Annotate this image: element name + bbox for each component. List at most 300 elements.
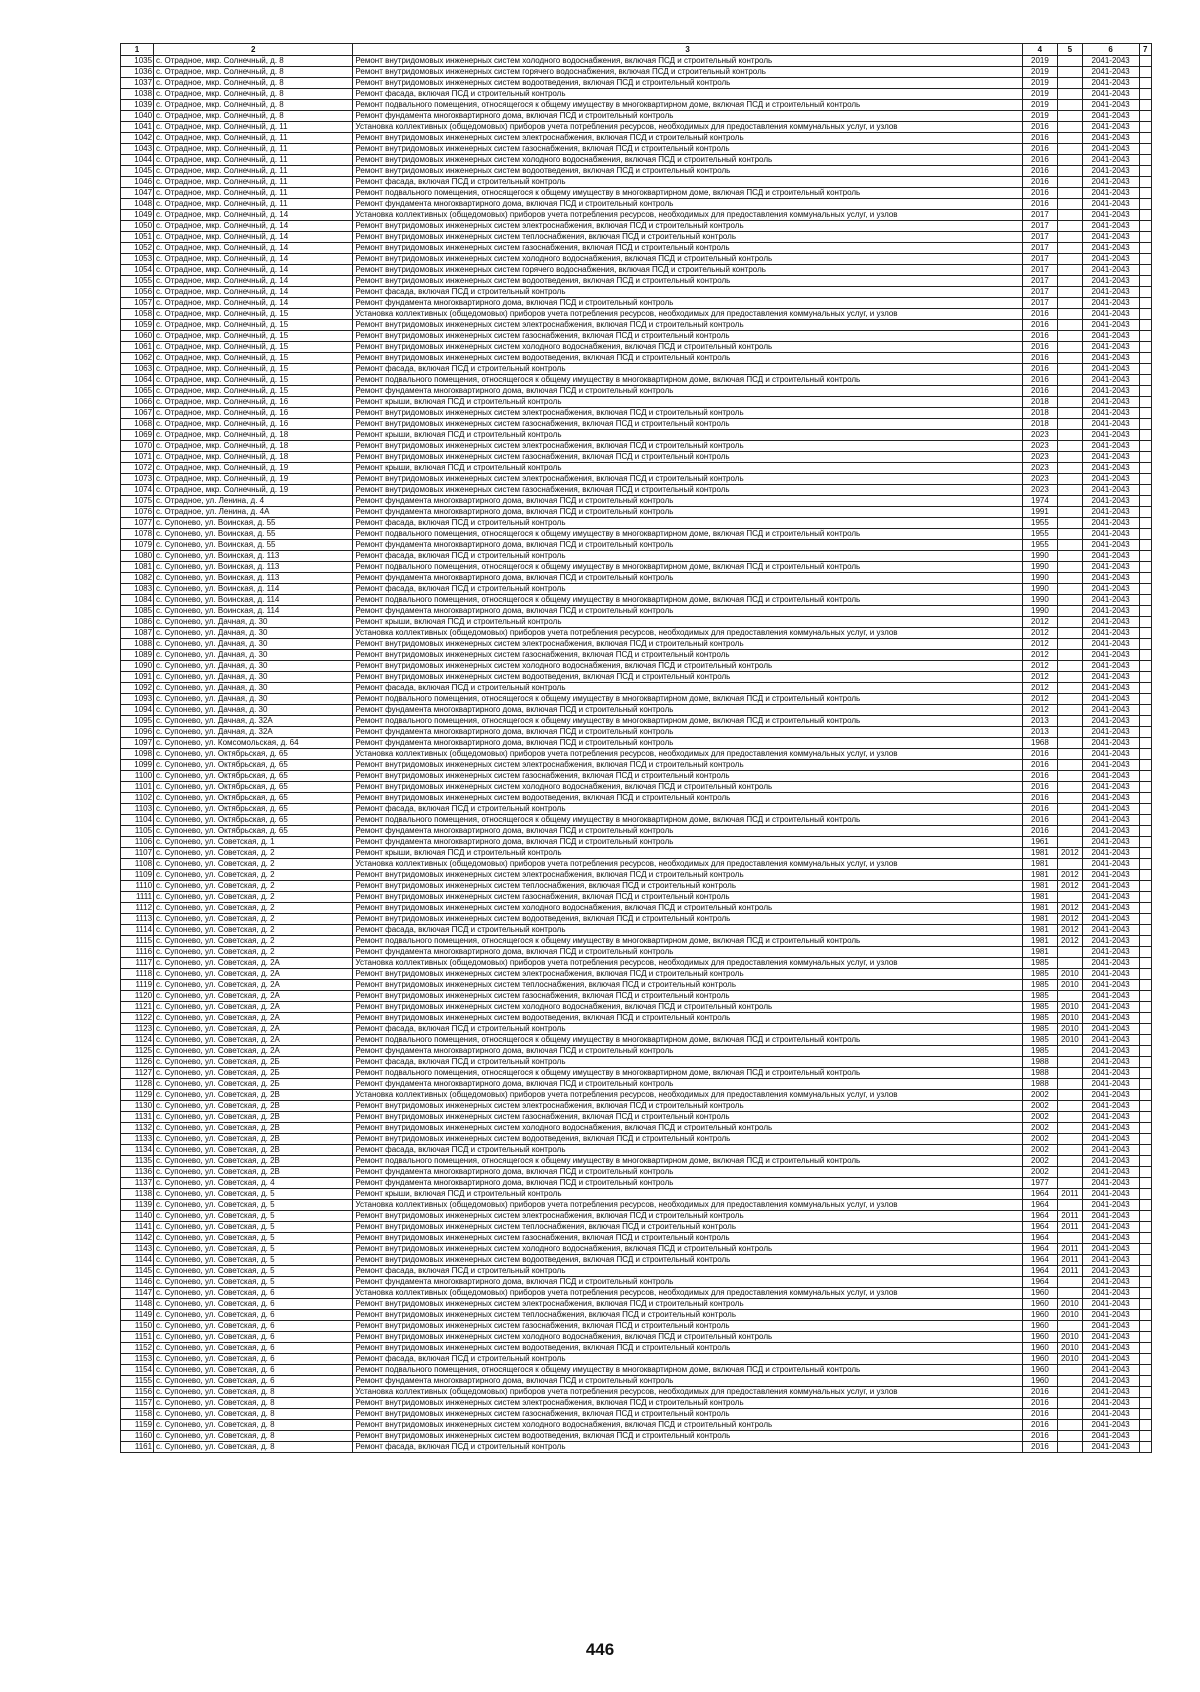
cell-address: с. Супонево, ул. Октябрьская, д. 65 xyxy=(154,826,353,837)
cell-address: с. Супонево, ул. Воинская, д. 55 xyxy=(154,529,353,540)
table-row xyxy=(121,903,1152,914)
cell-planned-period: 2041-2043 xyxy=(1082,397,1139,408)
cell-note xyxy=(1139,309,1151,320)
cell-work-type: Ремонт подвального помещения, относящегося к общему имуществу в многоквартирном доме, включая ПСД и строительный контроль xyxy=(353,1365,1022,1376)
cell-note xyxy=(1139,1387,1151,1398)
cell-year-last-repair xyxy=(1057,1178,1082,1189)
cell-address: с. Супонево, ул. Советская, д. 2А xyxy=(154,980,353,991)
cell-year-last-repair xyxy=(1057,111,1082,122)
table-row xyxy=(121,848,1152,859)
cell-address: с. Супонево, ул. Советская, д. 8 xyxy=(154,1420,353,1431)
cell-year-last-repair xyxy=(1057,430,1082,441)
cell-planned-period: 2041-2043 xyxy=(1082,694,1139,705)
cell-year-last-repair xyxy=(1057,78,1082,89)
cell-work-type: Ремонт внутридомовых инженерных систем водоотведения, включая ПСД и строительный контроль xyxy=(353,78,1022,89)
cell-year-last-repair: 2010 xyxy=(1057,1002,1082,1013)
cell-note xyxy=(1139,463,1151,474)
cell-address: с. Супонево, ул. Советская, д. 2 xyxy=(154,859,353,870)
cell-year-last-repair xyxy=(1057,683,1082,694)
cell-row-number: 1057 xyxy=(121,298,154,309)
table-row xyxy=(121,1442,1152,1453)
cell-year-last-repair: 2011 xyxy=(1057,1255,1082,1266)
cell-address: с. Отрадное, мкр. Солнечный, д. 19 xyxy=(154,463,353,474)
cell-planned-period: 2041-2043 xyxy=(1082,540,1139,551)
cell-note xyxy=(1139,1365,1151,1376)
cell-planned-period: 2041-2043 xyxy=(1082,155,1139,166)
cell-year-built: 2002 xyxy=(1022,1145,1057,1156)
table-row xyxy=(121,254,1152,265)
cell-planned-period: 2041-2043 xyxy=(1082,738,1139,749)
cell-work-type: Ремонт внутридомовых инженерных систем газоснабжения, включая ПСД и строительный контроль xyxy=(353,892,1022,903)
cell-year-built: 2002 xyxy=(1022,1123,1057,1134)
table-row xyxy=(121,738,1152,749)
cell-year-last-repair xyxy=(1057,859,1082,870)
cell-year-last-repair xyxy=(1057,507,1082,518)
cell-note xyxy=(1139,78,1151,89)
cell-planned-period: 2041-2043 xyxy=(1082,903,1139,914)
cell-planned-period: 2041-2043 xyxy=(1082,760,1139,771)
cell-row-number: 1039 xyxy=(121,100,154,111)
cell-address: с. Супонево, ул. Советская, д. 5 xyxy=(154,1189,353,1200)
cell-year-last-repair xyxy=(1057,1431,1082,1442)
cell-work-type: Ремонт фасада, включая ПСД и строительный контроль xyxy=(353,89,1022,100)
cell-address: с. Супонево, ул. Советская, д. 2А xyxy=(154,1046,353,1057)
cell-address: с. Отрадное, мкр. Солнечный, д. 14 xyxy=(154,221,353,232)
table-row xyxy=(121,870,1152,881)
cell-note xyxy=(1139,386,1151,397)
cell-work-type: Ремонт фундамента многоквартирного дома, включая ПСД и строительный контроль xyxy=(353,837,1022,848)
cell-address: с. Отрадное, мкр. Солнечный, д. 14 xyxy=(154,276,353,287)
table-row xyxy=(121,78,1152,89)
cell-row-number: 1108 xyxy=(121,859,154,870)
cell-year-last-repair xyxy=(1057,529,1082,540)
cell-row-number: 1102 xyxy=(121,793,154,804)
cell-note xyxy=(1139,100,1151,111)
cell-year-last-repair xyxy=(1057,320,1082,331)
cell-address: с. Супонево, ул. Советская, д. 6 xyxy=(154,1343,353,1354)
cell-row-number: 1081 xyxy=(121,562,154,573)
cell-planned-period: 2041-2043 xyxy=(1082,727,1139,738)
cell-work-type: Ремонт крыши, включая ПСД и строительный контроль xyxy=(353,1189,1022,1200)
cell-note xyxy=(1139,1244,1151,1255)
table-row xyxy=(121,1211,1152,1222)
cell-year-last-repair: 2010 xyxy=(1057,1024,1082,1035)
table-row xyxy=(121,1266,1152,1277)
table-row xyxy=(121,694,1152,705)
cell-note xyxy=(1139,892,1151,903)
table-row xyxy=(121,661,1152,672)
cell-row-number: 1041 xyxy=(121,122,154,133)
cell-address: с. Супонево, ул. Советская, д. 2Б xyxy=(154,1068,353,1079)
cell-year-built: 1990 xyxy=(1022,573,1057,584)
cell-year-last-repair xyxy=(1057,298,1082,309)
cell-year-last-repair xyxy=(1057,133,1082,144)
cell-year-built: 1981 xyxy=(1022,881,1057,892)
cell-year-built: 2016 xyxy=(1022,1398,1057,1409)
cell-work-type: Ремонт внутридомовых инженерных систем водоотведения, включая ПСД и строительный контроль xyxy=(353,1013,1022,1024)
cell-row-number: 1149 xyxy=(121,1310,154,1321)
cell-year-last-repair: 2011 xyxy=(1057,1244,1082,1255)
cell-row-number: 1157 xyxy=(121,1398,154,1409)
table-row xyxy=(121,1354,1152,1365)
cell-row-number: 1049 xyxy=(121,210,154,221)
cell-year-built: 1985 xyxy=(1022,1046,1057,1057)
cell-year-last-repair xyxy=(1057,67,1082,78)
cell-note xyxy=(1139,1068,1151,1079)
cell-address: с. Отрадное, мкр. Солнечный, д. 15 xyxy=(154,342,353,353)
table-row xyxy=(121,397,1152,408)
cell-address: с. Супонево, ул. Советская, д. 6 xyxy=(154,1299,353,1310)
table-row xyxy=(121,1068,1152,1079)
cell-note xyxy=(1139,342,1151,353)
cell-note xyxy=(1139,188,1151,199)
cell-year-built: 2016 xyxy=(1022,177,1057,188)
cell-note xyxy=(1139,166,1151,177)
cell-year-last-repair xyxy=(1057,1057,1082,1068)
cell-row-number: 1137 xyxy=(121,1178,154,1189)
cell-year-built: 1955 xyxy=(1022,540,1057,551)
cell-address: с. Отрадное, мкр. Солнечный, д. 16 xyxy=(154,419,353,430)
cell-row-number: 1071 xyxy=(121,452,154,463)
cell-year-last-repair xyxy=(1057,518,1082,529)
table-row xyxy=(121,727,1152,738)
cell-year-last-repair xyxy=(1057,452,1082,463)
cell-planned-period: 2041-2043 xyxy=(1082,89,1139,100)
cell-planned-period: 2041-2043 xyxy=(1082,243,1139,254)
table-row xyxy=(121,364,1152,375)
cell-year-built: 1985 xyxy=(1022,969,1057,980)
cell-work-type: Ремонт внутридомовых инженерных систем водоотведения, включая ПСД и строительный контроль xyxy=(353,793,1022,804)
cell-address: с. Отрадное, мкр. Солнечный, д. 15 xyxy=(154,364,353,375)
table-row xyxy=(121,595,1152,606)
cell-work-type: Ремонт подвального помещения, относящегося к общему имуществу в многоквартирном доме, включая ПСД и строительный контроль xyxy=(353,375,1022,386)
cell-row-number: 1122 xyxy=(121,1013,154,1024)
cell-note xyxy=(1139,1277,1151,1288)
cell-planned-period: 2041-2043 xyxy=(1082,1398,1139,1409)
cell-address: с. Супонево, ул. Воинская, д. 55 xyxy=(154,518,353,529)
cell-year-built: 2002 xyxy=(1022,1134,1057,1145)
cell-address: с. Супонево, ул. Советская, д. 2В xyxy=(154,1145,353,1156)
cell-note xyxy=(1139,441,1151,452)
cell-work-type: Ремонт фундамента многоквартирного дома, включая ПСД и строительный контроль xyxy=(353,111,1022,122)
cell-planned-period: 2041-2043 xyxy=(1082,1002,1139,1013)
cell-work-type: Ремонт фасада, включая ПСД и строительный контроль xyxy=(353,1057,1022,1068)
cell-planned-period: 2041-2043 xyxy=(1082,1068,1139,1079)
cell-row-number: 1138 xyxy=(121,1189,154,1200)
cell-year-last-repair xyxy=(1057,1387,1082,1398)
cell-year-last-repair xyxy=(1057,1167,1082,1178)
cell-row-number: 1100 xyxy=(121,771,154,782)
table-row xyxy=(121,529,1152,540)
cell-row-number: 1050 xyxy=(121,221,154,232)
table-row xyxy=(121,1398,1152,1409)
cell-year-built: 1981 xyxy=(1022,947,1057,958)
cell-work-type: Ремонт подвального помещения, относящегося к общему имуществу в многоквартирном доме, включая ПСД и строительный контроль xyxy=(353,815,1022,826)
cell-note xyxy=(1139,199,1151,210)
cell-row-number: 1078 xyxy=(121,529,154,540)
cell-note xyxy=(1139,870,1151,881)
table-row xyxy=(121,980,1152,991)
table-row xyxy=(121,1134,1152,1145)
cell-row-number: 1035 xyxy=(121,56,154,67)
column-header-6: 6 xyxy=(1082,44,1139,56)
cell-year-built: 2017 xyxy=(1022,287,1057,298)
cell-work-type: Ремонт внутридомовых инженерных систем электроснабжения, включая ПСД и строительный контроль xyxy=(353,1211,1022,1222)
cell-note xyxy=(1139,1123,1151,1134)
cell-address: с. Супонево, ул. Дачная, д. 32А xyxy=(154,727,353,738)
cell-year-last-repair xyxy=(1057,1321,1082,1332)
cell-note xyxy=(1139,1101,1151,1112)
cell-year-built: 1960 xyxy=(1022,1321,1057,1332)
cell-work-type: Ремонт фундамента многоквартирного дома, включая ПСД и строительный контроль xyxy=(353,496,1022,507)
cell-work-type: Ремонт внутридомовых инженерных систем теплоснабжения, включая ПСД и строительный контроль xyxy=(353,881,1022,892)
cell-note xyxy=(1139,1035,1151,1046)
cell-address: с. Супонево, ул. Воинская, д. 55 xyxy=(154,540,353,551)
cell-year-last-repair xyxy=(1057,1079,1082,1090)
cell-year-last-repair xyxy=(1057,1200,1082,1211)
cell-address: с. Супонево, ул. Октябрьская, д. 65 xyxy=(154,815,353,826)
cell-row-number: 1085 xyxy=(121,606,154,617)
cell-address: с. Супонево, ул. Дачная, д. 30 xyxy=(154,672,353,683)
cell-year-last-repair xyxy=(1057,474,1082,485)
cell-year-built: 2016 xyxy=(1022,782,1057,793)
table-row xyxy=(121,111,1152,122)
cell-work-type: Ремонт фасада, включая ПСД и строительный контроль xyxy=(353,683,1022,694)
cell-address: с. Супонево, ул. Советская, д. 2 xyxy=(154,947,353,958)
cell-row-number: 1150 xyxy=(121,1321,154,1332)
cell-year-built: 1985 xyxy=(1022,1024,1057,1035)
cell-address: с. Супонево, ул. Советская, д. 5 xyxy=(154,1266,353,1277)
cell-work-type: Ремонт подвального помещения, относящегося к общему имуществу в многоквартирном доме, включая ПСД и строительный контроль xyxy=(353,936,1022,947)
cell-work-type: Ремонт внутридомовых инженерных систем газоснабжения, включая ПСД и строительный контроль xyxy=(353,1233,1022,1244)
table-row xyxy=(121,760,1152,771)
cell-year-built: 2016 xyxy=(1022,1387,1057,1398)
cell-planned-period: 2041-2043 xyxy=(1082,221,1139,232)
cell-address: с. Супонево, ул. Дачная, д. 30 xyxy=(154,705,353,716)
cell-year-last-repair: 2011 xyxy=(1057,1266,1082,1277)
cell-address: с. Супонево, ул. Воинская, д. 114 xyxy=(154,584,353,595)
cell-year-last-repair xyxy=(1057,661,1082,672)
cell-year-built: 2019 xyxy=(1022,56,1057,67)
cell-planned-period: 2041-2043 xyxy=(1082,969,1139,980)
cell-year-last-repair xyxy=(1057,1156,1082,1167)
cell-note xyxy=(1139,397,1151,408)
cell-year-last-repair xyxy=(1057,122,1082,133)
cell-work-type: Ремонт внутридомовых инженерных систем водоотведения, включая ПСД и строительный контроль xyxy=(353,353,1022,364)
cell-row-number: 1065 xyxy=(121,386,154,397)
cell-note xyxy=(1139,573,1151,584)
cell-note xyxy=(1139,320,1151,331)
cell-row-number: 1107 xyxy=(121,848,154,859)
cell-planned-period: 2041-2043 xyxy=(1082,1255,1139,1266)
cell-year-built: 1960 xyxy=(1022,1343,1057,1354)
cell-planned-period: 2041-2043 xyxy=(1082,1057,1139,1068)
cell-row-number: 1152 xyxy=(121,1343,154,1354)
cell-note xyxy=(1139,562,1151,573)
cell-planned-period: 2041-2043 xyxy=(1082,1266,1139,1277)
cell-row-number: 1148 xyxy=(121,1299,154,1310)
cell-planned-period: 2041-2043 xyxy=(1082,111,1139,122)
cell-year-built: 1981 xyxy=(1022,859,1057,870)
cell-work-type: Ремонт фасада, включая ПСД и строительный контроль xyxy=(353,1266,1022,1277)
cell-note xyxy=(1139,1354,1151,1365)
cell-planned-period: 2041-2043 xyxy=(1082,1343,1139,1354)
table-row xyxy=(121,1365,1152,1376)
cell-work-type: Ремонт подвального помещения, относящегося к общему имуществу в многоквартирном доме, включая ПСД и строительный контроль xyxy=(353,100,1022,111)
cell-year-built: 2019 xyxy=(1022,89,1057,100)
cell-work-type: Ремонт внутридомовых инженерных систем газоснабжения, включая ПСД и строительный контроль xyxy=(353,485,1022,496)
cell-year-built: 2019 xyxy=(1022,111,1057,122)
cell-planned-period: 2041-2043 xyxy=(1082,1024,1139,1035)
cell-address: с. Супонево, ул. Дачная, д. 30 xyxy=(154,683,353,694)
cell-work-type: Установка коллективных (общедомовых) приборов учета потребления ресурсов, необходимых для предоставления коммунальных услуг, и узлов xyxy=(353,859,1022,870)
table-row xyxy=(121,122,1152,133)
cell-note xyxy=(1139,1288,1151,1299)
cell-address: с. Супонево, ул. Советская, д. 2В xyxy=(154,1112,353,1123)
cell-year-last-repair xyxy=(1057,760,1082,771)
cell-row-number: 1095 xyxy=(121,716,154,727)
cell-planned-period: 2041-2043 xyxy=(1082,1211,1139,1222)
cell-row-number: 1064 xyxy=(121,375,154,386)
cell-planned-period: 2041-2043 xyxy=(1082,782,1139,793)
cell-note xyxy=(1139,606,1151,617)
cell-note xyxy=(1139,826,1151,837)
cell-year-last-repair xyxy=(1057,1090,1082,1101)
cell-note xyxy=(1139,991,1151,1002)
cell-address: с. Отрадное, мкр. Солнечный, д. 11 xyxy=(154,199,353,210)
cell-note xyxy=(1139,155,1151,166)
cell-planned-period: 2041-2043 xyxy=(1082,804,1139,815)
cell-work-type: Ремонт подвального помещения, относящегося к общему имуществу в многоквартирном доме, включая ПСД и строительный контроль xyxy=(353,529,1022,540)
cell-work-type: Ремонт фундамента многоквартирного дома, включая ПСД и строительный контроль xyxy=(353,507,1022,518)
cell-note xyxy=(1139,1255,1151,1266)
cell-planned-period: 2041-2043 xyxy=(1082,485,1139,496)
table-row xyxy=(121,441,1152,452)
cell-work-type: Ремонт фасада, включая ПСД и строительный контроль xyxy=(353,518,1022,529)
cell-planned-period: 2041-2043 xyxy=(1082,617,1139,628)
cell-work-type: Ремонт фундамента многоквартирного дома, включая ПСД и строительный контроль xyxy=(353,386,1022,397)
cell-row-number: 1136 xyxy=(121,1167,154,1178)
cell-row-number: 1092 xyxy=(121,683,154,694)
cell-address: с. Супонево, ул. Советская, д. 2А xyxy=(154,958,353,969)
cell-row-number: 1075 xyxy=(121,496,154,507)
cell-year-built: 1977 xyxy=(1022,1178,1057,1189)
cell-year-built: 2002 xyxy=(1022,1112,1057,1123)
table-row xyxy=(121,1222,1152,1233)
cell-year-built: 1960 xyxy=(1022,1365,1057,1376)
table-row xyxy=(121,969,1152,980)
cell-note xyxy=(1139,859,1151,870)
cell-row-number: 1074 xyxy=(121,485,154,496)
table-row xyxy=(121,1310,1152,1321)
cell-planned-period: 2041-2043 xyxy=(1082,661,1139,672)
cell-work-type: Ремонт фасада, включая ПСД и строительный контроль xyxy=(353,1024,1022,1035)
cell-work-type: Ремонт внутридомовых инженерных систем газоснабжения, включая ПСД и строительный контроль xyxy=(353,1112,1022,1123)
cell-note xyxy=(1139,1090,1151,1101)
cell-work-type: Ремонт внутридомовых инженерных систем электроснабжения, включая ПСД и строительный контроль xyxy=(353,320,1022,331)
cell-row-number: 1076 xyxy=(121,507,154,518)
cell-year-last-repair xyxy=(1057,188,1082,199)
cell-address: с. Супонево, ул. Дачная, д. 30 xyxy=(154,694,353,705)
cell-row-number: 1090 xyxy=(121,661,154,672)
cell-year-last-repair: 2012 xyxy=(1057,936,1082,947)
cell-year-last-repair xyxy=(1057,287,1082,298)
cell-note xyxy=(1139,683,1151,694)
cell-planned-period: 2041-2043 xyxy=(1082,529,1139,540)
cell-address: с. Супонево, ул. Советская, д. 8 xyxy=(154,1398,353,1409)
cell-address: с. Супонево, ул. Советская, д. 5 xyxy=(154,1255,353,1266)
cell-year-last-repair: 2012 xyxy=(1057,925,1082,936)
cell-planned-period: 2041-2043 xyxy=(1082,1156,1139,1167)
cell-year-last-repair xyxy=(1057,1112,1082,1123)
cell-year-last-repair xyxy=(1057,771,1082,782)
cell-work-type: Ремонт крыши, включая ПСД и строительный контроль xyxy=(353,463,1022,474)
cell-row-number: 1060 xyxy=(121,331,154,342)
cell-work-type: Ремонт внутридомовых инженерных систем водоотведения, включая ПСД и строительный контроль xyxy=(353,1134,1022,1145)
cell-planned-period: 2041-2043 xyxy=(1082,672,1139,683)
cell-year-built: 2012 xyxy=(1022,705,1057,716)
cell-row-number: 1156 xyxy=(121,1387,154,1398)
cell-planned-period: 2041-2043 xyxy=(1082,573,1139,584)
cell-planned-period: 2041-2043 xyxy=(1082,210,1139,221)
cell-address: с. Отрадное, мкр. Солнечный, д. 14 xyxy=(154,265,353,276)
cell-row-number: 1144 xyxy=(121,1255,154,1266)
cell-planned-period: 2041-2043 xyxy=(1082,122,1139,133)
cell-year-last-repair xyxy=(1057,617,1082,628)
cell-note xyxy=(1139,617,1151,628)
table-row xyxy=(121,298,1152,309)
cell-row-number: 1129 xyxy=(121,1090,154,1101)
cell-year-built: 2016 xyxy=(1022,1420,1057,1431)
cell-address: с. Супонево, ул. Советская, д. 5 xyxy=(154,1200,353,1211)
cell-row-number: 1143 xyxy=(121,1244,154,1255)
cell-row-number: 1140 xyxy=(121,1211,154,1222)
table-row xyxy=(121,265,1152,276)
cell-year-built: 1990 xyxy=(1022,551,1057,562)
table-row xyxy=(121,177,1152,188)
cell-row-number: 1083 xyxy=(121,584,154,595)
table-row xyxy=(121,628,1152,639)
cell-address: с. Отрадное, мкр. Солнечный, д. 11 xyxy=(154,188,353,199)
cell-note xyxy=(1139,969,1151,980)
cell-address: с. Отрадное, мкр. Солнечный, д. 11 xyxy=(154,166,353,177)
cell-work-type: Ремонт фасада, включая ПСД и строительный контроль xyxy=(353,804,1022,815)
cell-address: с. Супонево, ул. Советская, д. 5 xyxy=(154,1277,353,1288)
cell-planned-period: 2041-2043 xyxy=(1082,1178,1139,1189)
cell-work-type: Ремонт внутридомовых инженерных систем холодного водоснабжения, включая ПСД и строительный контроль xyxy=(353,1420,1022,1431)
cell-year-built: 2012 xyxy=(1022,672,1057,683)
cell-row-number: 1133 xyxy=(121,1134,154,1145)
cell-address: с. Супонево, ул. Советская, д. 6 xyxy=(154,1332,353,1343)
cell-address: с. Супонево, ул. Советская, д. 2В xyxy=(154,1167,353,1178)
cell-note xyxy=(1139,848,1151,859)
cell-row-number: 1086 xyxy=(121,617,154,628)
cell-note xyxy=(1139,1200,1151,1211)
cell-note xyxy=(1139,177,1151,188)
cell-work-type: Ремонт фундамента многоквартирного дома, включая ПСД и строительный контроль xyxy=(353,1376,1022,1387)
cell-planned-period: 2041-2043 xyxy=(1082,848,1139,859)
cell-address: с. Отрадное, мкр. Солнечный, д. 14 xyxy=(154,243,353,254)
cell-planned-period: 2041-2043 xyxy=(1082,815,1139,826)
cell-work-type: Ремонт внутридомовых инженерных систем электроснабжения, включая ПСД и строительный контроль xyxy=(353,1398,1022,1409)
table-row xyxy=(121,375,1152,386)
table-row xyxy=(121,540,1152,551)
cell-row-number: 1106 xyxy=(121,837,154,848)
cell-year-last-repair: 2012 xyxy=(1057,881,1082,892)
cell-row-number: 1142 xyxy=(121,1233,154,1244)
cell-year-last-repair xyxy=(1057,1123,1082,1134)
table-row xyxy=(121,1321,1152,1332)
